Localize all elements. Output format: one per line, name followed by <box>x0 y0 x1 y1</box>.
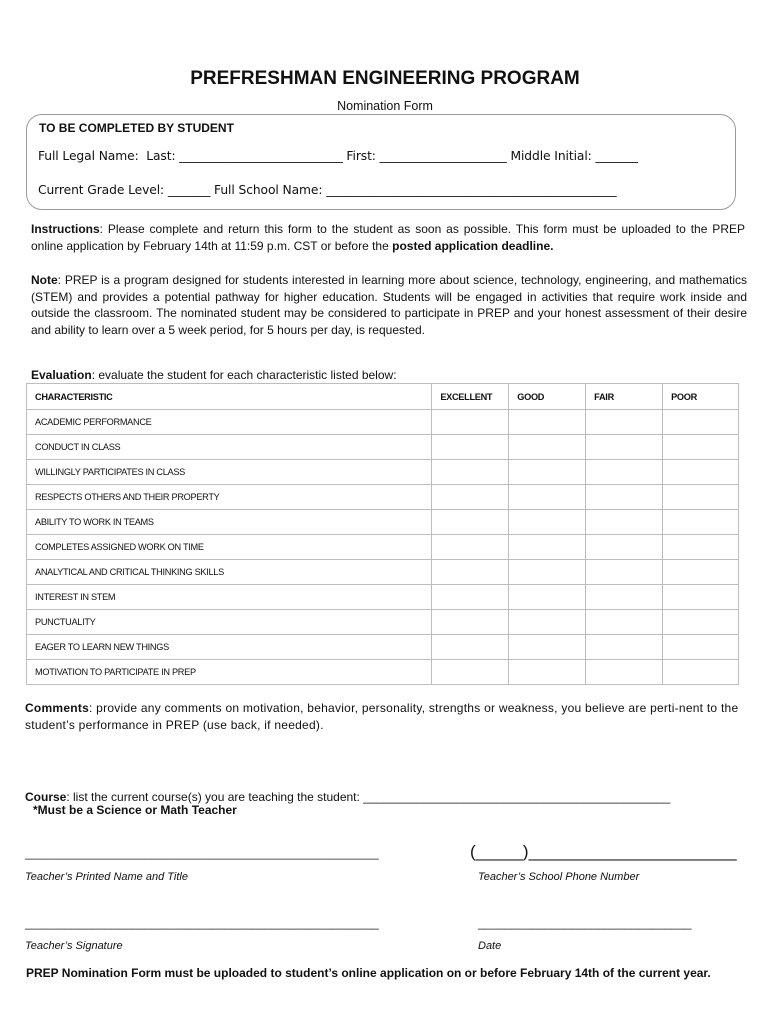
rating-cell-poor[interactable] <box>663 535 739 560</box>
column-header-good: GOOD <box>509 384 586 410</box>
rating-cell-excellent[interactable] <box>432 660 509 685</box>
date-line[interactable]: ________________________________ <box>478 916 692 930</box>
rating-cell-excellent[interactable] <box>432 610 509 635</box>
rating-cell-poor[interactable] <box>663 485 739 510</box>
signature-label: Teacher’s Signature <box>25 940 123 952</box>
characteristic-label: CONDUCT IN CLASS <box>27 435 432 460</box>
evaluation-label: Evaluation <box>31 368 92 382</box>
rating-cell-fair[interactable] <box>586 585 663 610</box>
footer-notice: PREP Nomination Form must be uploaded to student’s online application on or before February 14th of the current year. <box>26 966 711 980</box>
comments-text: : provide any comments on motivation, behavior, personality, strengths or weakness, you believe are perti-nent to the student’s performance in PREP (use back, if needed). <box>25 701 739 732</box>
rating-cell-fair[interactable] <box>586 635 663 660</box>
rating-cell-poor[interactable] <box>663 460 739 485</box>
phone-line[interactable]: (_____)______________________ <box>470 842 737 861</box>
evaluation-header-row <box>27 384 739 410</box>
evaluation-row <box>27 510 739 535</box>
rating-cell-poor[interactable] <box>663 585 739 610</box>
student-name-fields[interactable]: Full Legal Name: Last: ___________________________ First: _____________________ Middle Initial: _______ <box>38 149 638 163</box>
evaluation-row <box>27 560 739 585</box>
rating-cell-good[interactable] <box>509 535 586 560</box>
evaluation-row <box>27 485 739 510</box>
rating-cell-excellent[interactable] <box>432 535 509 560</box>
rating-cell-good[interactable] <box>509 485 586 510</box>
course-text: : list the current course(s) you are teaching the student: ______________________________________________ <box>66 790 671 804</box>
rating-cell-excellent[interactable] <box>432 510 509 535</box>
page-subtitle: Nomination Form <box>337 99 433 113</box>
rating-cell-fair[interactable] <box>586 660 663 685</box>
rating-cell-fair[interactable] <box>586 435 663 460</box>
rating-cell-good[interactable] <box>509 585 586 610</box>
rating-cell-fair[interactable] <box>586 535 663 560</box>
instructions-paragraph <box>31 221 745 254</box>
rating-cell-good[interactable] <box>509 410 586 435</box>
evaluation-text: : evaluate the student for each characteristic listed below: <box>91 368 397 382</box>
evaluation-row <box>27 660 739 685</box>
characteristic-label: PUNCTUALITY <box>27 610 432 635</box>
rating-cell-fair[interactable] <box>586 510 663 535</box>
instructions-label: Instructions <box>31 222 100 236</box>
rating-cell-good[interactable] <box>509 460 586 485</box>
signature-line[interactable]: _____________________________________________________ <box>25 916 379 930</box>
note-text: : PREP is a program designed for students interested in learning more about science, technology, engineering, and mathematics (STEM) and provides a potential pathway for higher education. Students will be engaged in activities that require work inside and outside the classroom. The nominated student may be considered to participate in PREP and your honest assessment of their desire and ability to learn over a 5 week period, for 5 hours per day, is requested. <box>31 273 747 337</box>
student-school-fields[interactable]: Current Grade Level: _______ Full School Name: ________________________________________________ <box>38 183 617 197</box>
rating-cell-poor[interactable] <box>663 610 739 635</box>
printed-name-line[interactable]: _____________________________________________________ <box>25 846 379 860</box>
instructions-deadline: posted application deadline. <box>392 238 554 253</box>
rating-cell-fair[interactable] <box>586 460 663 485</box>
comments-label: Comments <box>25 701 90 715</box>
rating-cell-fair[interactable] <box>586 610 663 635</box>
rating-cell-poor[interactable] <box>663 435 739 460</box>
rating-cell-good[interactable] <box>509 660 586 685</box>
column-header-fair: FAIR <box>586 384 663 410</box>
rating-cell-excellent[interactable] <box>432 410 509 435</box>
rating-cell-excellent[interactable] <box>432 585 509 610</box>
characteristic-label: ACADEMIC PERFORMANCE <box>27 410 432 435</box>
rating-cell-poor[interactable] <box>663 660 739 685</box>
rating-cell-good[interactable] <box>509 435 586 460</box>
rating-cell-good[interactable] <box>509 635 586 660</box>
characteristic-label: MOTIVATION TO PARTICIPATE IN PREP <box>27 660 432 685</box>
rating-cell-good[interactable] <box>509 560 586 585</box>
characteristic-label: ABILITY TO WORK IN TEAMS <box>27 510 432 535</box>
date-label: Date <box>478 940 502 952</box>
evaluation-row <box>27 610 739 635</box>
course-field[interactable] <box>25 790 670 804</box>
characteristic-label: WILLINGLY PARTICIPATES IN CLASS <box>27 460 432 485</box>
rating-cell-good[interactable] <box>509 610 586 635</box>
phone-label: Teacher’s School Phone Number <box>478 871 640 883</box>
rating-cell-fair[interactable] <box>586 485 663 510</box>
student-section-heading: TO BE COMPLETED BY STUDENT <box>39 121 234 135</box>
evaluation-table <box>26 383 739 685</box>
printed-name-label: Teacher’s Printed Name and Title <box>25 871 188 883</box>
rating-cell-excellent[interactable] <box>432 560 509 585</box>
column-header-poor: POOR <box>663 384 739 410</box>
rating-cell-good[interactable] <box>509 510 586 535</box>
evaluation-row <box>27 410 739 435</box>
evaluation-heading <box>31 368 397 382</box>
evaluation-row <box>27 585 739 610</box>
rating-cell-poor[interactable] <box>663 635 739 660</box>
rating-cell-excellent[interactable] <box>432 635 509 660</box>
characteristic-label: RESPECTS OTHERS AND THEIR PROPERTY <box>27 485 432 510</box>
evaluation-row <box>27 460 739 485</box>
rating-cell-poor[interactable] <box>663 510 739 535</box>
course-label: Course <box>25 790 67 804</box>
comments-paragraph <box>25 700 743 733</box>
rating-cell-fair[interactable] <box>586 560 663 585</box>
characteristic-label: EAGER TO LEARN NEW THINGS <box>27 635 432 660</box>
evaluation-row <box>27 535 739 560</box>
column-header-characteristic: CHARACTERISTIC <box>27 384 432 410</box>
rating-cell-excellent[interactable] <box>432 485 509 510</box>
evaluation-row <box>27 635 739 660</box>
evaluation-row <box>27 435 739 460</box>
page-title: PREFRESHMAN ENGINEERING PROGRAM <box>190 68 580 89</box>
note-paragraph <box>31 272 747 338</box>
instructions-text: : Please complete and return this form to the student as soon as possible. This form must be uploaded to the PREP online application by February 14th at 11:59 p.m. CST or before the <box>31 222 745 253</box>
rating-cell-excellent[interactable] <box>432 435 509 460</box>
course-requirement: *Must be a Science or Math Teacher <box>33 803 237 817</box>
rating-cell-excellent[interactable] <box>432 460 509 485</box>
rating-cell-poor[interactable] <box>663 410 739 435</box>
characteristic-label: ANALYTICAL AND CRITICAL THINKING SKILLS <box>27 560 432 585</box>
rating-cell-poor[interactable] <box>663 560 739 585</box>
note-label: Note <box>31 273 58 287</box>
column-header-excellent: EXCELLENT <box>432 384 509 410</box>
rating-cell-fair[interactable] <box>586 410 663 435</box>
characteristic-label: INTEREST IN STEM <box>27 585 432 610</box>
characteristic-label: COMPLETES ASSIGNED WORK ON TIME <box>27 535 432 560</box>
